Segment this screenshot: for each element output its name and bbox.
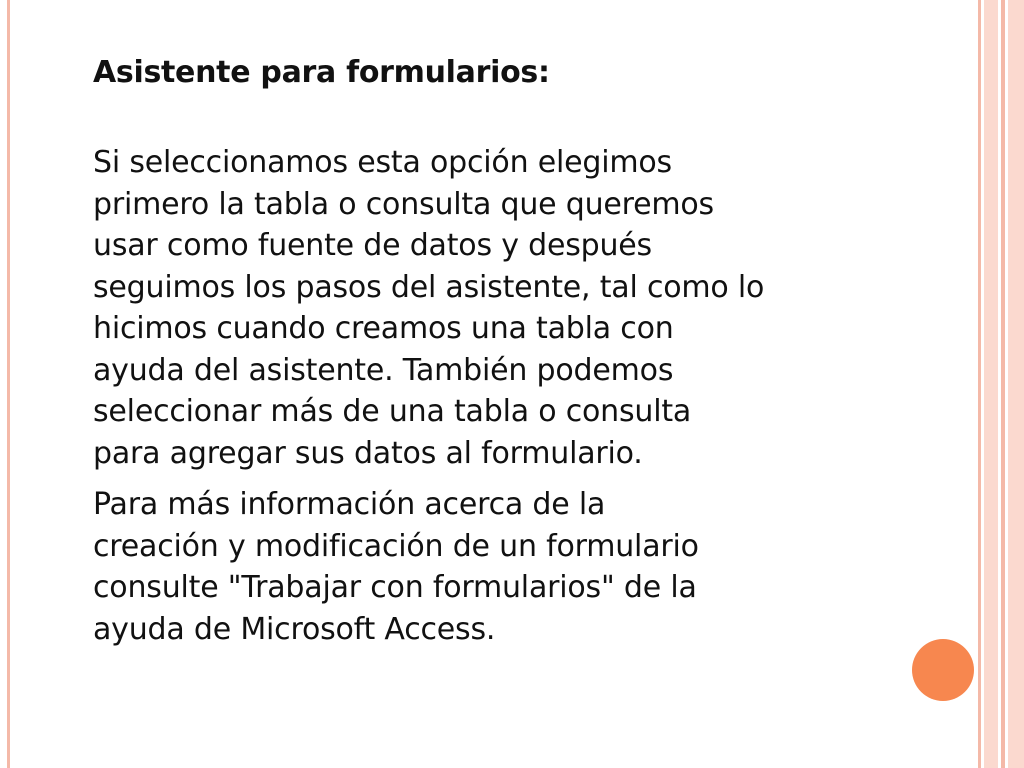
paragraph-line: primero la tabla o consulta que queremos xyxy=(93,186,714,222)
right-border-stripes xyxy=(978,0,1024,768)
right-stripe-3 xyxy=(1001,0,1005,768)
paragraph-line: hicimos cuando creamos una tabla con xyxy=(93,311,674,346)
paragraph-line: ayuda de Microsoft Access. xyxy=(93,611,496,647)
left-border-line xyxy=(7,0,10,768)
paragraph-line: seleccionar más de una tabla o consulta xyxy=(93,394,692,429)
paragraph-line: Para más información acerca de la xyxy=(93,487,606,522)
paragraph-line: usar como fuente de datos y después xyxy=(93,228,652,263)
slide-title: Asistente para formularios: xyxy=(93,55,550,90)
paragraph-line: Si seleccionamos esta opción elegimos xyxy=(93,145,672,180)
paragraph-2 xyxy=(93,484,963,650)
paragraph-line: ayuda del asistente. También podemos xyxy=(93,352,674,388)
paragraph-1 xyxy=(93,142,963,474)
right-stripe-4 xyxy=(1008,0,1024,768)
paragraph-line: para agregar sus datos al formulario. xyxy=(93,435,643,471)
right-stripe-1 xyxy=(978,0,981,768)
slide-content xyxy=(93,50,963,660)
paragraph-line: creación y modificación de un formulario xyxy=(93,528,699,564)
right-stripe-2 xyxy=(984,0,998,768)
paragraph-line: seguimos los pasos del asistente, tal como lo xyxy=(93,269,765,305)
paragraph-line: consulte "Trabajar con formularios" de la xyxy=(93,570,697,605)
